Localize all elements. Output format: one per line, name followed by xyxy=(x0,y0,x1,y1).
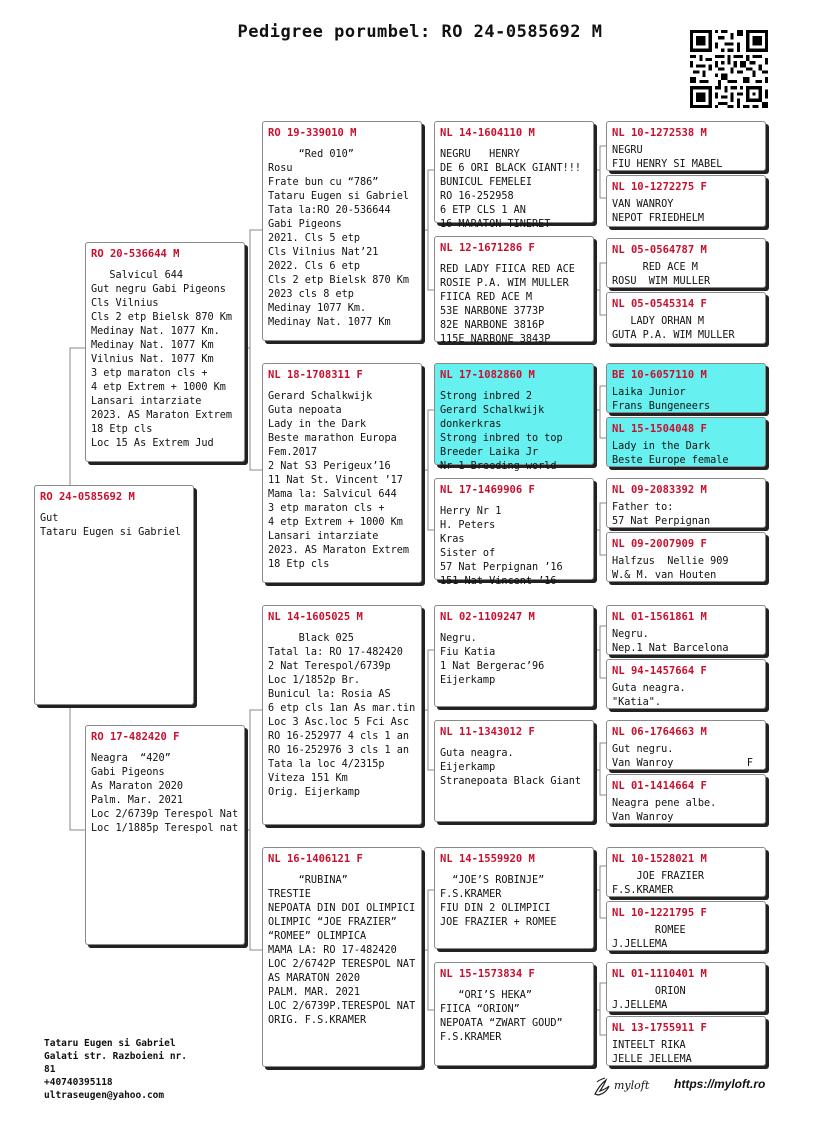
card-description: Father to: 57 Nat Perpignan xyxy=(612,502,711,527)
card-description: “ORI’S HEKA” FIICA “ORION” NEPOATA “ZWART GOUD” F.S.KRAMER xyxy=(440,990,563,1043)
ring-number: NL 10-1272538 M xyxy=(612,127,707,139)
pedigree-card-fm xyxy=(262,363,422,583)
card-description: NEGRU FIU HENRY SI MABEL xyxy=(612,145,723,170)
ring-number: NL 17-1082860 M xyxy=(440,369,535,381)
ring-number: NL 02-1109247 M xyxy=(440,611,535,623)
card-description: JOE FRAZIER F.S.KRAMER xyxy=(612,871,705,896)
owner-contact: Tataru Eugen si Gabriel Galati str. Razboieni nr. 81 +40740395118 ultraseugen@yahoo.com xyxy=(44,1038,187,1101)
card-description: ROMEE J.JELLEMA xyxy=(612,925,686,950)
pedigree-card-mmmm xyxy=(606,1016,766,1066)
ring-number: NL 05-0545314 F xyxy=(612,298,707,310)
ring-number: NL 17-1469906 F xyxy=(440,484,535,496)
card-description: “Red 010” Rosu Frate bun cu “786” Tataru Eugen si Gabriel Tata la:RO 20-536644 Gabi Pigeons 2021. Cls 5 etp Cls Vilnius Nat’21 2022. Cls 6 etp Cls 2 etp Bielsk 870 Km 2023 cls 8 etp Medinay 1077 Km. Medinay Nat. 1077 Km xyxy=(268,149,410,328)
ring-number: NL 10-1528021 M xyxy=(612,853,707,865)
card-description: INTEELT RIKA JELLE JELLEMA xyxy=(612,1040,692,1065)
pedigree-card-mmmf xyxy=(606,962,766,1012)
pedigree-card-mmm xyxy=(434,962,594,1066)
ring-number: NL 05-0564787 M xyxy=(612,244,707,256)
pedigree-card-mff xyxy=(434,605,594,707)
card-description: Guta neagra. "Katia". xyxy=(612,683,686,708)
card-description: RED LADY FIICA RED ACE ROSIE P.A. WIM MULLER FIICA RED ACE M 53E NARBONE 3773P 82E NARBONE 3816P 115E NARBONE 3843P xyxy=(440,264,575,345)
card-description: “JOE’S ROBINJE” F.S.KRAMER FIU DIN 2 OLIMPICI JOE FRAZIER + ROMEE xyxy=(440,875,557,928)
card-description: Lady in the Dark Beste Europe female xyxy=(612,441,729,466)
ring-number: NL 15-1573834 F xyxy=(440,968,535,980)
ring-number: NL 01-1561861 M xyxy=(612,611,707,623)
pedigree-card-father xyxy=(85,242,245,462)
card-description: Salvicul 644 Gut negru Gabi Pigeons Cls Vilnius Cls 2 etp Bielsk 870 Km Medinay Nat. 1077 Km. Medinay Nat. 1077 Km Vilnius Nat. 1077 Km 3 etp maraton cls + 4 etp Extrem + 1000 Km Lansari intarziate 2023. AS Maraton Extrem 18 Etp cls Loc 15 As Extrem Jud xyxy=(91,270,233,449)
ring-number: NL 01-1414664 F xyxy=(612,780,707,792)
ring-number: NL 09-2007909 F xyxy=(612,538,707,550)
ring-number: NL 14-1605025 M xyxy=(268,611,363,623)
pedigree-card-fmff xyxy=(606,363,766,413)
card-description: Laika Junior Frans Bungeneers xyxy=(612,387,711,412)
pedigree-card-fff xyxy=(434,121,594,230)
pedigree-card-mfmf xyxy=(606,720,766,770)
myloft-logo xyxy=(592,1074,662,1098)
pedigree-card-fmf xyxy=(434,363,594,472)
pedigree-card-ffm xyxy=(434,236,594,345)
pedigree-card-mmff xyxy=(606,847,766,897)
pedigree-card-ff xyxy=(262,121,422,341)
pedigree-card-fmmf xyxy=(606,478,766,528)
ring-number: NL 10-1272275 F xyxy=(612,181,707,193)
ring-number: NL 01-1110401 M xyxy=(612,968,707,980)
ring-number: RO 17-482420 F xyxy=(91,731,180,743)
card-description: ORION J.JELLEMA xyxy=(612,986,686,1011)
pedigree-card-fmm xyxy=(434,478,594,587)
pedigree-card-ffff xyxy=(606,121,766,171)
pedigree-card-fmfm xyxy=(606,417,766,467)
ring-number: NL 09-2083392 M xyxy=(612,484,707,496)
card-description: Neagra pene albe. Van Wanroy xyxy=(612,798,717,823)
pedigree-card-fffm xyxy=(606,175,766,227)
pigeon-icon xyxy=(592,1074,612,1098)
ring-number: NL 18-1708311 F xyxy=(268,369,363,381)
card-description: RED ACE M ROSU WIM MULLER xyxy=(612,262,711,287)
card-description: Guta neagra. Eijerkamp Stranepoata Black Giant xyxy=(440,748,582,787)
ring-number: NL 11-1343012 F xyxy=(440,726,535,738)
card-description: VAN WANROY NEPOT FRIEDHELM xyxy=(612,199,705,224)
card-description: Herry Nr 1 H. Peters Kras Sister of 57 Nat Perpignan ’16 151 Nat Vincent ’16 xyxy=(440,506,563,587)
pedigree-card-ffmm xyxy=(606,292,766,344)
card-description: Negru. Fiu Katia 1 Nat Bergerac’96 Eijerkamp xyxy=(440,633,545,686)
ring-number: NL 13-1755911 F xyxy=(612,1022,707,1034)
ring-number: BE 10-6057110 M xyxy=(612,369,707,381)
card-description: LADY ORHAN M GUTA P.A. WIM MULLER xyxy=(612,316,735,341)
card-description: NEGRU HENRY DE 6 ORI BLACK GIANT!!! BUNICUL FEMELEI RO 16-252958 6 ETP CLS 1 AN 16 MARATON TINERET xyxy=(440,149,582,230)
card-description: Gut negru. Van Wanroy F xyxy=(612,744,754,769)
pedigree-card-mfm xyxy=(434,720,594,822)
pedigree-card-mmfm xyxy=(606,901,766,951)
ring-number: RO 24-0585692 M xyxy=(40,491,135,503)
card-description: Negru. Nep.1 Nat Barcelona xyxy=(612,629,729,654)
ring-number: NL 94-1457664 F xyxy=(612,665,707,677)
pedigree-card-mffm xyxy=(606,659,766,709)
ring-number: NL 06-1764663 M xyxy=(612,726,707,738)
ring-number: NL 16-1406121 F xyxy=(268,853,363,865)
card-description: Halfzus Nellie 909 W.& M. van Houten xyxy=(612,556,729,581)
card-description: Gerard Schalkwijk Guta nepoata Lady in the Dark Beste marathon Europa Fem.2017 2 Nat S3 Perigeux’16 11 Nat St. Vincent ’17 Mama la: Salvicul 644 3 etp maraton cls + 4 etp Extrem + 1000 Km Lansari intarziate 2023. AS Maraton Extrem 18 Etp cls xyxy=(268,391,410,570)
ring-number: NL 15-1504048 F xyxy=(612,423,707,435)
ring-number: NL 14-1604110 M xyxy=(440,127,535,139)
card-description: Strong inbred 2 Gerard Schalkwijk donkerkras Strong inbred to top Breeder Laika Jr Nr 1 Breeding world xyxy=(440,391,563,472)
website-link[interactable]: https://myloft.ro xyxy=(674,1077,766,1091)
pedigree-card-ffmf xyxy=(606,238,766,288)
ring-number: NL 12-1671286 F xyxy=(440,242,535,254)
pedigree-card-mf xyxy=(262,605,422,825)
logo-text: myloft xyxy=(614,1079,650,1092)
pedigree-card-mfmm xyxy=(606,774,766,824)
card-description: Black 025 Tatal la: RO 17-482420 2 Nat Terespol/6739p Loc 1/1852p Br. Bunicul la: Rosia AS 6 etp cls 1an As mar.tin Loc 3 Asc.loc 5 Fci Asc RO 16-252977 4 cls 1 an RO 16-252976 3 cls 1 an Tata la loc 4/2315p Viteza 151 Km Orig. Eijerkamp xyxy=(268,633,416,798)
pedigree-card-mmf xyxy=(434,847,594,949)
ring-number: NL 14-1559920 M xyxy=(440,853,535,865)
pedigree-card-fmmm xyxy=(606,532,766,582)
pedigree-card-subject xyxy=(34,485,194,705)
page-title: Pedigree porumbel: RO 24-0585692 M xyxy=(237,22,603,42)
card-description: “RUBINA” TRESTIE NEPOATA DIN DOI OLIMPICI OLIMPIC “JOE FRAZIER” “ROMEE” OLIMPICA MAMA LA: RO 17-482420 LOC 2/6742P TERESPOL NAT AS MARATON 2020 PALM. MAR. 2021 LOC 2/6739P.TERESPOL NAT ORIG. F.S.KRAMER xyxy=(268,875,416,1026)
pedigree-card-mother xyxy=(85,725,245,945)
ring-number: RO 20-536644 M xyxy=(91,248,180,260)
card-description: Gut Tataru Eugen si Gabriel xyxy=(40,513,182,538)
ring-number: NL 10-1221795 F xyxy=(612,907,707,919)
pedigree-card-mm xyxy=(262,847,422,1067)
pedigree-card-mfff xyxy=(606,605,766,655)
card-description: Neagra “420” Gabi Pigeons As Maraton 2020 Palm. Mar. 2021 Loc 2/6739p Terespol Nat Loc 1/1885p Terespol nat xyxy=(91,753,239,834)
ring-number: RO 19-339010 M xyxy=(268,127,357,139)
